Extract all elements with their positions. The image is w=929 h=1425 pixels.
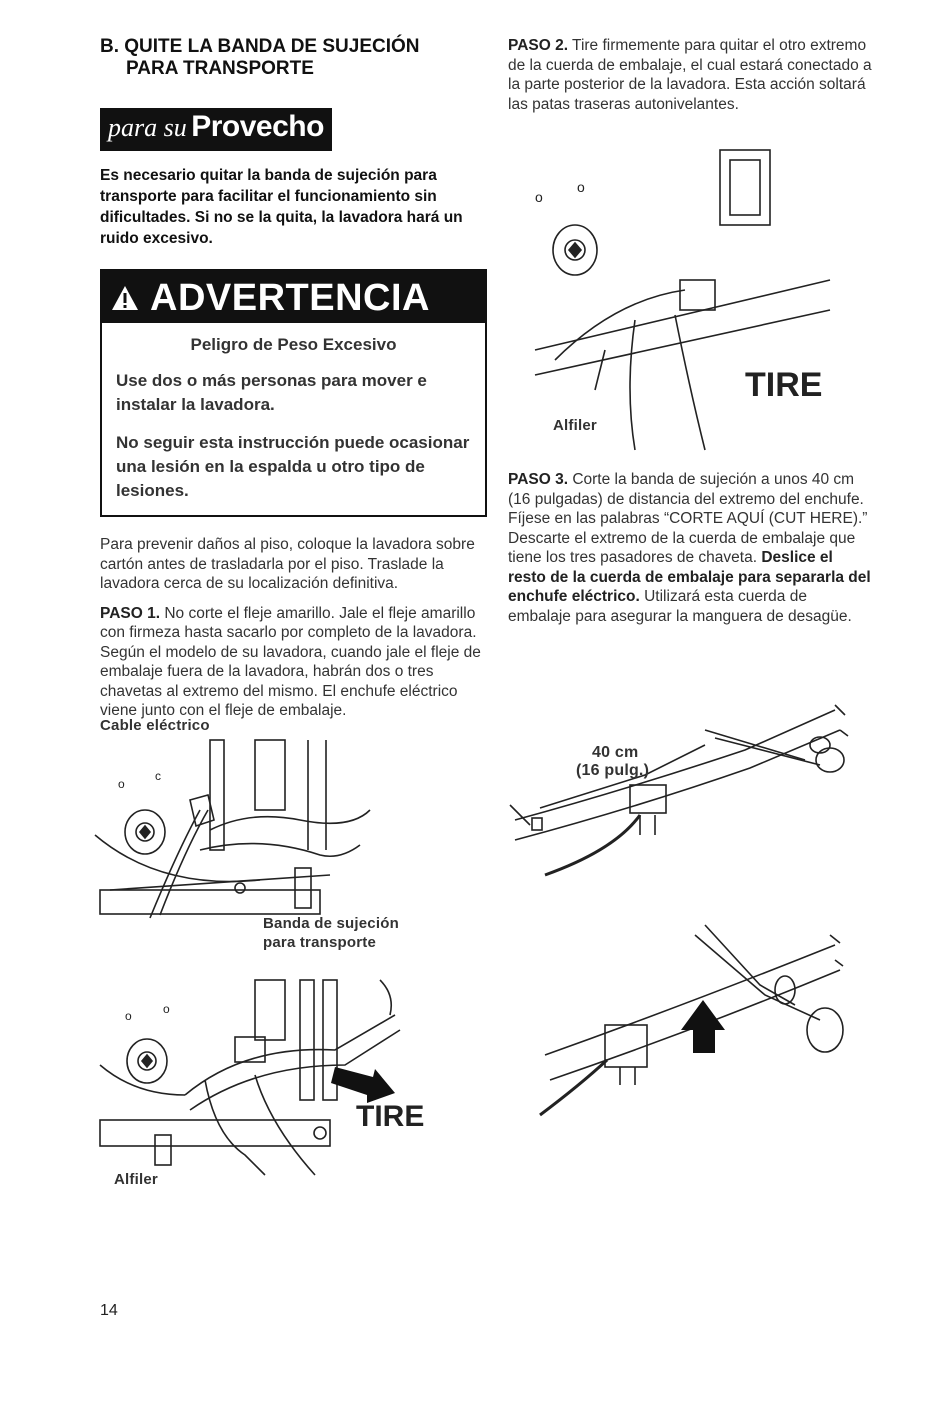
warning-subhead: Peligro de Peso Excesivo bbox=[190, 335, 397, 354]
tire-label-left: TIRE bbox=[356, 1100, 425, 1133]
intro-bold-paragraph: Es necesario quitar la banda de sujeción para transporte para facilitar el funcionamiento sin dificultades. Si no se la quita, la lavadora hará un ruido excesivo. bbox=[100, 167, 463, 247]
step2-label: PASO 2. bbox=[508, 37, 569, 54]
warning-line2: No seguir esta instrucción puede ocasionar una lesión en la espalda u otro tipo de lesiones. bbox=[116, 433, 470, 500]
cut-arrow bbox=[681, 1000, 725, 1053]
tire-label-right: TIRE bbox=[745, 366, 823, 404]
illustration-strap-pull-2 bbox=[95, 975, 415, 1175]
caption-measure-cm: 40 cm bbox=[592, 744, 639, 761]
step3-text-a: Corte la banda de sujeción a unos 40 cm (16 pulgadas) de distancia del extremo del enchufe. Fíjese en las palabras “CORTE AQUÍ (CUT HERE).” Descarte el extremo de la cuerda de embalaje que tiene los tres pasadores de chaveta. bbox=[508, 471, 868, 566]
warning-triangle-icon bbox=[110, 284, 140, 312]
illustration-scissors-measure bbox=[505, 690, 865, 890]
page-number: 14 bbox=[100, 1302, 118, 1319]
caption-alfiler-left: Alfiler bbox=[114, 1171, 158, 1188]
caption-alfiler-right: Alfiler bbox=[553, 417, 597, 434]
illustration-strap-pull-1 bbox=[90, 740, 390, 940]
warning-title: ADVERTENCIA bbox=[150, 277, 430, 319]
caption-cable-electrico: Cable eléctrico bbox=[100, 717, 210, 734]
step1-text: No corte el fleje amarillo. Jale el fleje amarillo con firmeza hasta sacarlo por completo de la lavadora. Según el modelo de su lavadora, cuando jale el fleje de embalaje fuera de la lavadora, habrán dos o tres chavetas al extremo del mismo. El enchufe eléctrico viene junto con el fleje de embalaje. bbox=[100, 604, 481, 719]
caption-banda-line2: para transporte bbox=[263, 934, 377, 951]
step1-paragraph bbox=[100, 604, 485, 721]
caption-banda bbox=[263, 914, 399, 952]
warning-box bbox=[100, 269, 487, 517]
step2-paragraph bbox=[508, 36, 873, 114]
provecho-logo bbox=[100, 98, 485, 151]
step1-label: PASO 1. bbox=[100, 604, 161, 622]
step2-text: Tire firmemente para quitar el otro extremo de la cuerda de embalaje, el cual estará conectado a la parte posterior de la lavadora. Esta acción soltará las patas traseras autonivelantes. bbox=[508, 37, 872, 113]
svg-text:o: o bbox=[163, 1002, 170, 1016]
svg-text:o: o bbox=[535, 189, 543, 205]
svg-text:o: o bbox=[577, 179, 585, 195]
step3-text-bold: Deslice el resto de la cuerda de embalaje para separarla del enchufe eléctrico. bbox=[508, 549, 871, 605]
step3-paragraph bbox=[508, 470, 873, 626]
right-column bbox=[508, 36, 873, 114]
left-column bbox=[100, 36, 485, 721]
svg-text:o: o bbox=[118, 777, 125, 791]
caption-measure-pulg: (16 pulg.) bbox=[576, 762, 650, 779]
svg-text:o: o bbox=[125, 1009, 132, 1023]
pull-arrow-left bbox=[331, 1067, 395, 1103]
provecho-word: Provecho bbox=[191, 110, 324, 143]
provecho-para-su: para su bbox=[108, 113, 187, 142]
step3-text-b: Utilizará esta cuerda de embalaje para asegurar la manguera de desagüe. bbox=[508, 588, 852, 625]
step3-block bbox=[508, 470, 873, 626]
prevent-paragraph: Para prevenir daños al piso, coloque la lavadora sobre cartón antes de trasladarla por el piso. Traslade la lavadora cerca de su localización definitiva. bbox=[100, 536, 475, 592]
warning-banner bbox=[102, 271, 485, 323]
step3-label: PASO 3. bbox=[508, 471, 569, 488]
section-title-line2: PARA TRANSPORTE bbox=[126, 58, 314, 79]
caption-banda-line1: Banda de sujeción bbox=[263, 915, 399, 932]
illustration-scissors-cut bbox=[535, 925, 865, 1125]
section-title-line1: B. QUITE LA BANDA DE SUJECIÓN bbox=[100, 36, 420, 57]
caption-measure bbox=[576, 744, 650, 780]
warning-line1: Use dos o más personas para mover e instalar la lavadora. bbox=[116, 371, 427, 414]
svg-text:c: c bbox=[155, 769, 161, 783]
section-title bbox=[100, 36, 485, 80]
